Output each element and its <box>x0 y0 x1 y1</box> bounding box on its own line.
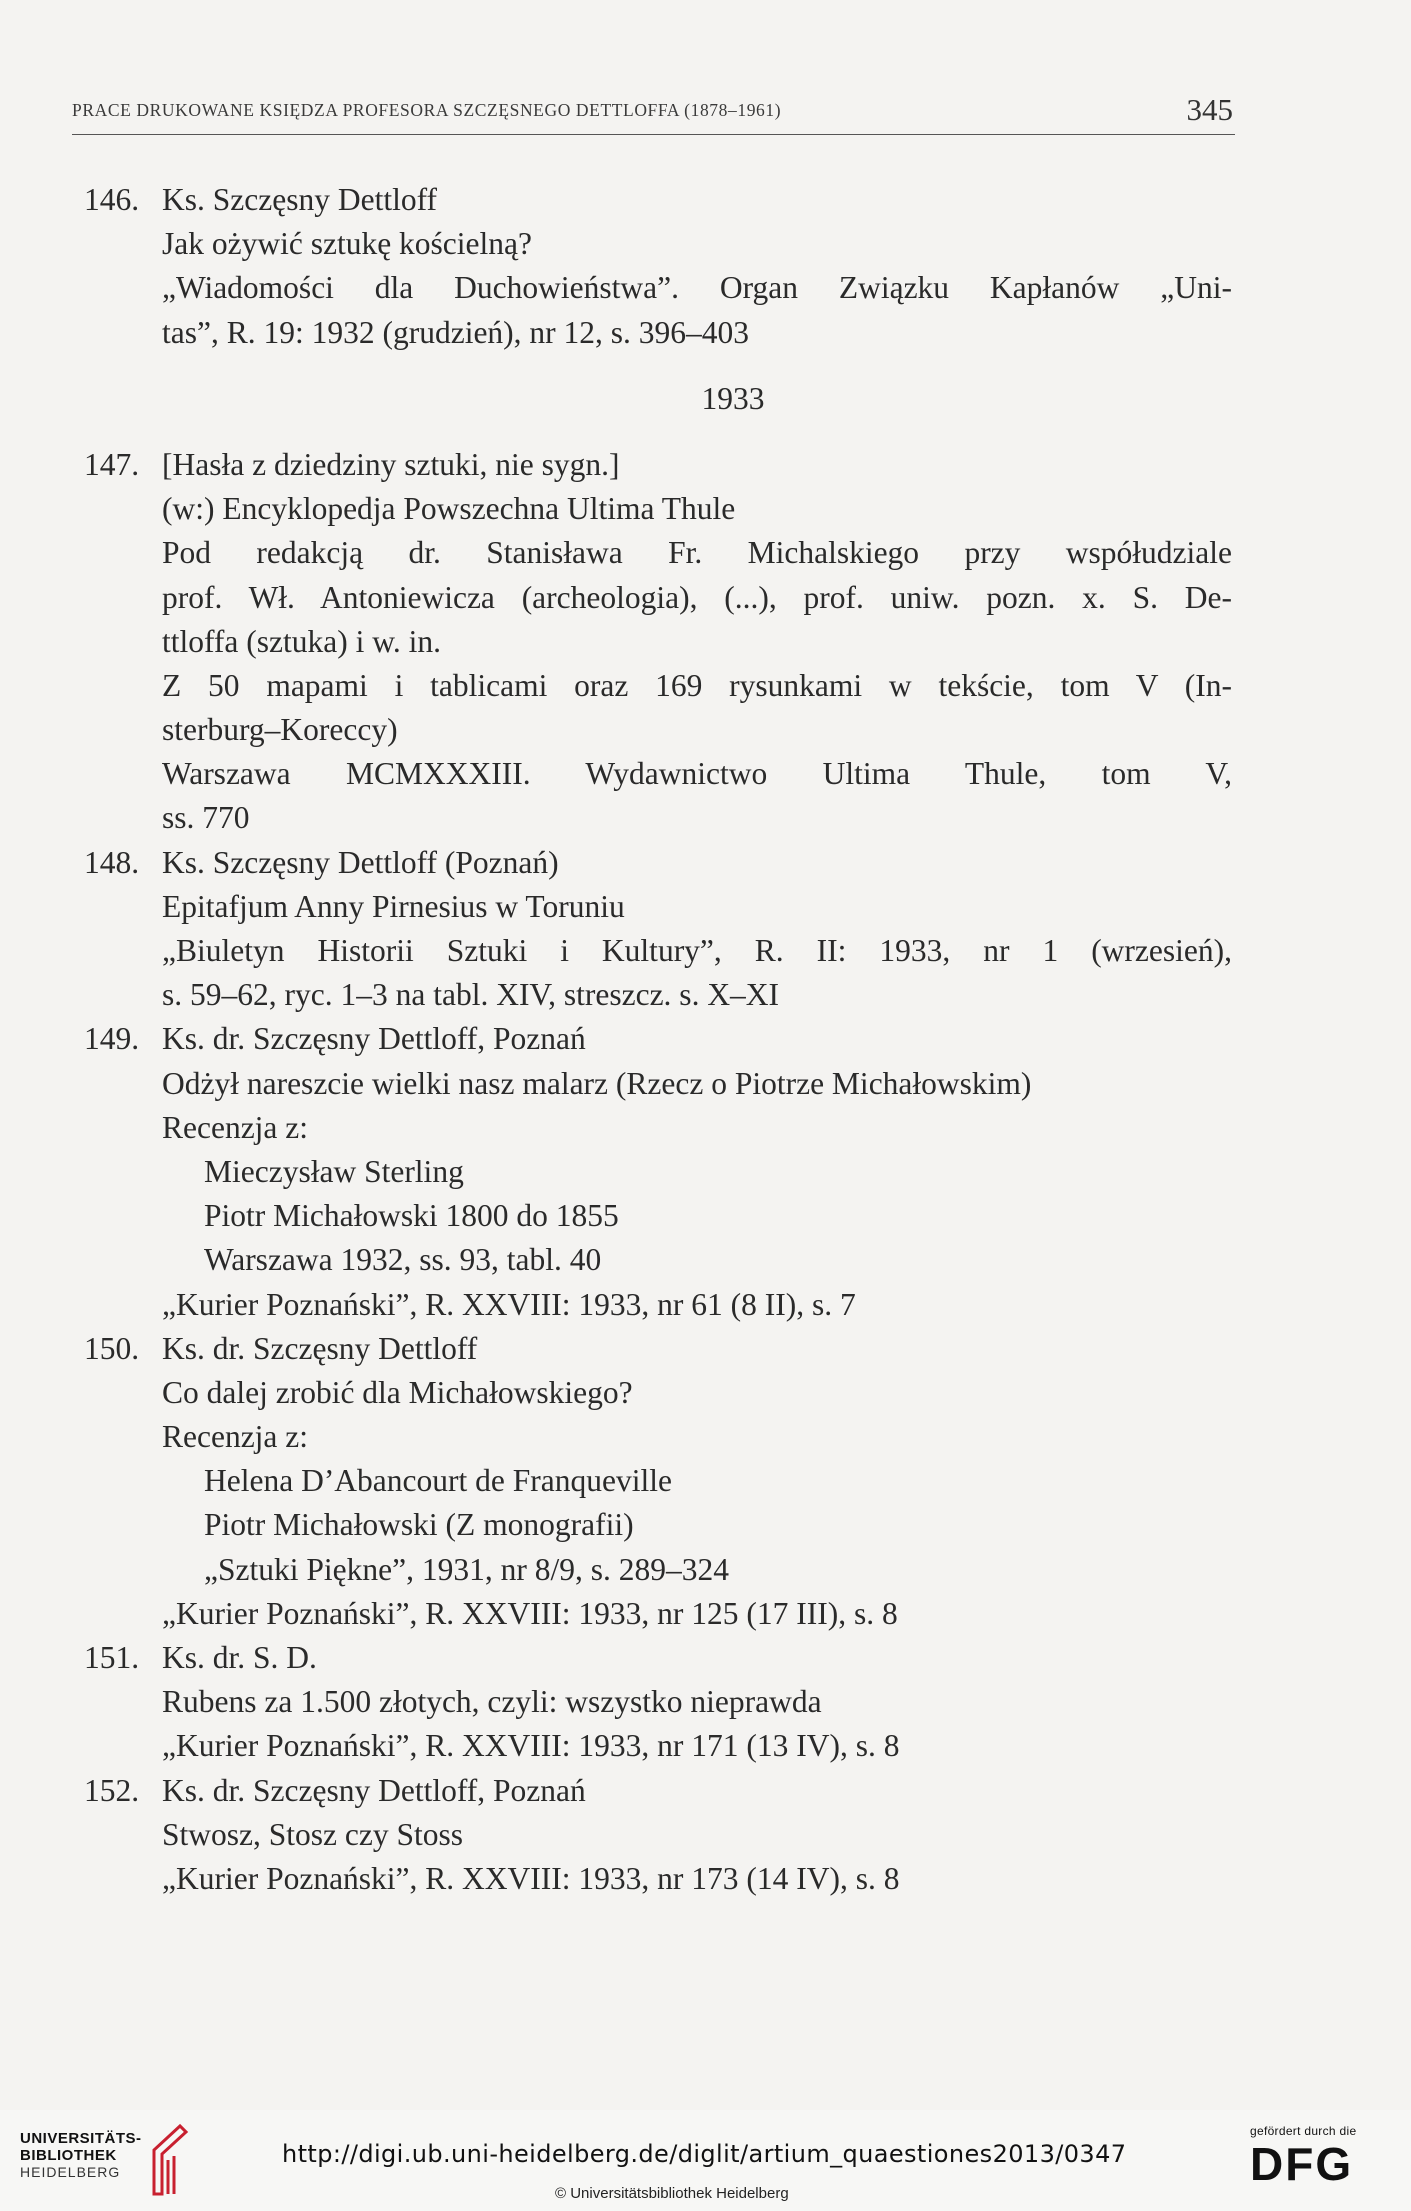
entry-line <box>84 1548 1232 1592</box>
entry-line <box>84 1724 1232 1768</box>
entry-line <box>84 576 1232 620</box>
header-title: PRACE DRUKOWANE KSIĘDZA PROFESORA SZCZĘSNEGO DETTLOFFA (1878–1961) <box>72 100 782 120</box>
entry-line <box>84 311 1232 355</box>
entry-first-line <box>84 443 1232 487</box>
entry-line <box>84 531 1232 575</box>
entry-number: 151. <box>84 1640 140 1675</box>
entry-number: 149. <box>84 1021 140 1057</box>
entry-text: sterburg–Koreccy) <box>162 712 398 748</box>
entry-first-line <box>84 1636 1232 1680</box>
entry-text: „Kurier Poznański”, R. XXVIII: 1933, nr 171 (13 IV), s. 8 <box>162 1728 900 1764</box>
entry-text: prof. Wł. Antoniewicza (archeologia), (...), prof. uniw. pozn. x. S. De- <box>162 579 1232 615</box>
entry-line <box>84 1680 1232 1724</box>
year-heading: 1933 <box>701 380 765 416</box>
entry-text: „Biuletyn Historii Sztuki i Kultury”, R. II: 1933, nr 1 (wrzesień), <box>162 933 1232 968</box>
entry-text: Piotr Michałowski 1800 do 1855 <box>204 1198 619 1234</box>
entry-text: Ks. dr. Szczęsny Dettloff <box>162 1330 478 1366</box>
entry-text: Ks. dr. Szczęsny Dettloff, Poznań <box>162 1772 586 1808</box>
entry-text: „Wiadomości dla Duchowieństwa”. Organ Związku Kapłanów „Uni- <box>162 270 1232 306</box>
entry-number: 146. <box>84 182 140 217</box>
entry-line <box>84 1371 1232 1415</box>
entry-line <box>84 1194 1232 1238</box>
entry-line <box>84 885 1232 929</box>
entry-first-line <box>84 1769 1232 1813</box>
library-name-line3: HEIDELBERG <box>20 2164 121 2180</box>
entry-line <box>84 1238 1232 1282</box>
dfg-wordmark: DFG <box>1250 2138 1354 2190</box>
entry-line <box>84 973 1232 1017</box>
entry-text: [Hasła z dziedziny sztuki, nie sygn.] <box>162 446 620 482</box>
entry-line <box>84 929 1232 973</box>
entry-number: 147. <box>84 446 140 482</box>
library-name-line2: BIBLIOTHEK <box>20 2147 117 2164</box>
entry-line <box>84 1503 1232 1547</box>
funder-caption: gefördert durch die <box>1250 2124 1357 2138</box>
entry-text: ttloffa (sztuka) i w. in. <box>162 623 442 659</box>
entry-number: 150. <box>84 1330 140 1366</box>
entry-text: Mieczysław Sterling <box>204 1153 464 1189</box>
copyright-notice: © Universitätsbibliothek Heidelberg <box>555 2185 789 2202</box>
entry-text: „Kurier Poznański”, R. XXVIII: 1933, nr 61 (8 II), s. 7 <box>162 1286 856 1322</box>
entry-text: Recenzja z: <box>162 1109 309 1145</box>
entry-text: Helena D’Abancourt de Franqueville <box>204 1463 672 1499</box>
entry-line <box>84 1062 1232 1106</box>
source-url-link[interactable]: http://digi.ub.uni-heidelberg.de/diglit/artium_quaestiones2013/0347 <box>282 2140 1127 2168</box>
entry-line <box>84 752 1232 796</box>
entry-text: (w:) Encyklopedja Powszechna Ultima Thule <box>162 491 736 527</box>
entry-line <box>84 266 1232 310</box>
entry-text: Ks. dr. S. D. <box>162 1640 317 1675</box>
page-number: 345 <box>1186 92 1233 127</box>
entry-line <box>84 222 1232 266</box>
entry-line <box>84 796 1232 840</box>
entry-text: Epitafjum Anny Pirnesius w Toruniu <box>162 888 625 924</box>
entry-text: „Kurier Poznański”, R. XXVIII: 1933, nr 173 (14 IV), s. 8 <box>162 1860 900 1896</box>
entry-line <box>84 1150 1232 1194</box>
entry-text: Stwosz, Stosz czy Stoss <box>162 1816 464 1852</box>
entry-line <box>84 664 1232 708</box>
entry-text: Ks. dr. Szczęsny Dettloff, Poznań <box>162 1021 586 1057</box>
entry-number: 148. <box>84 844 140 880</box>
running-header <box>72 92 1235 135</box>
entry-line <box>84 1283 1232 1327</box>
entry-number: 152. <box>84 1772 140 1808</box>
entry-text: Rubens za 1.500 złotych, czyli: wszystko nieprawda <box>162 1684 822 1720</box>
bibliography-body <box>84 178 1232 1901</box>
library-logo-text <box>20 2130 142 2180</box>
entry-line <box>84 1857 1232 1901</box>
entry-text: Piotr Michałowski (Z monografii) <box>204 1507 634 1543</box>
entry-text: s. 59–62, ryc. 1–3 na tabl. XIV, streszcz. s. X–XI <box>162 977 780 1013</box>
entry-first-line <box>84 841 1232 885</box>
entry-line <box>84 1592 1232 1636</box>
entry-first-line <box>84 1327 1232 1371</box>
entry-text: Recenzja z: <box>162 1419 309 1455</box>
entry-text: „Kurier Poznański”, R. XXVIII: 1933, nr 125 (17 III), s. 8 <box>162 1595 898 1631</box>
entry-line <box>84 487 1232 531</box>
footer-bar <box>0 2110 1411 2211</box>
entry-line <box>84 620 1232 664</box>
entry-text: Ks. Szczęsny Dettloff <box>162 182 437 217</box>
entry-text: Z 50 mapami i tablicami oraz 169 rysunkami w tekście, tom V (In- <box>162 667 1232 703</box>
entry-text: Warszawa MCMXXXIII. Wydawnictwo Ultima Thule, tom V, <box>162 756 1232 792</box>
entry-line <box>84 708 1232 752</box>
entry-text: Pod redakcją dr. Stanisława Fr. Michalskiego przy współudziale <box>162 535 1232 571</box>
entry-text: Jak ożywić sztukę kościelną? <box>162 226 532 262</box>
library-emblem-icon <box>140 2120 196 2200</box>
entry-line <box>84 1459 1232 1503</box>
entry-line <box>84 1813 1232 1857</box>
entry-text: Co dalej zrobić dla Michałowskiego? <box>162 1374 633 1410</box>
entry-text: ss. 770 <box>162 800 250 836</box>
entry-text: tas”, R. 19: 1932 (grudzień), nr 12, s. 396–403 <box>162 314 750 350</box>
entry-first-line <box>84 178 1232 222</box>
entry-text: „Sztuki Piękne”, 1931, nr 8/9, s. 289–324 <box>204 1551 729 1587</box>
entry-line <box>84 1415 1232 1459</box>
entry-line <box>84 1106 1232 1150</box>
library-name-line1: UNIVERSITÄTS- <box>20 2130 142 2147</box>
entry-text: Odżył nareszcie wielki nasz malarz (Rzecz o Piotrze Michałowskim) <box>162 1065 1032 1101</box>
dfg-logo <box>1250 2124 1356 2190</box>
entry-text: Ks. Szczęsny Dettloff (Poznań) <box>162 844 559 880</box>
entry-first-line <box>84 1017 1232 1061</box>
entry-text: Warszawa 1932, ss. 93, tabl. 40 <box>204 1242 602 1278</box>
